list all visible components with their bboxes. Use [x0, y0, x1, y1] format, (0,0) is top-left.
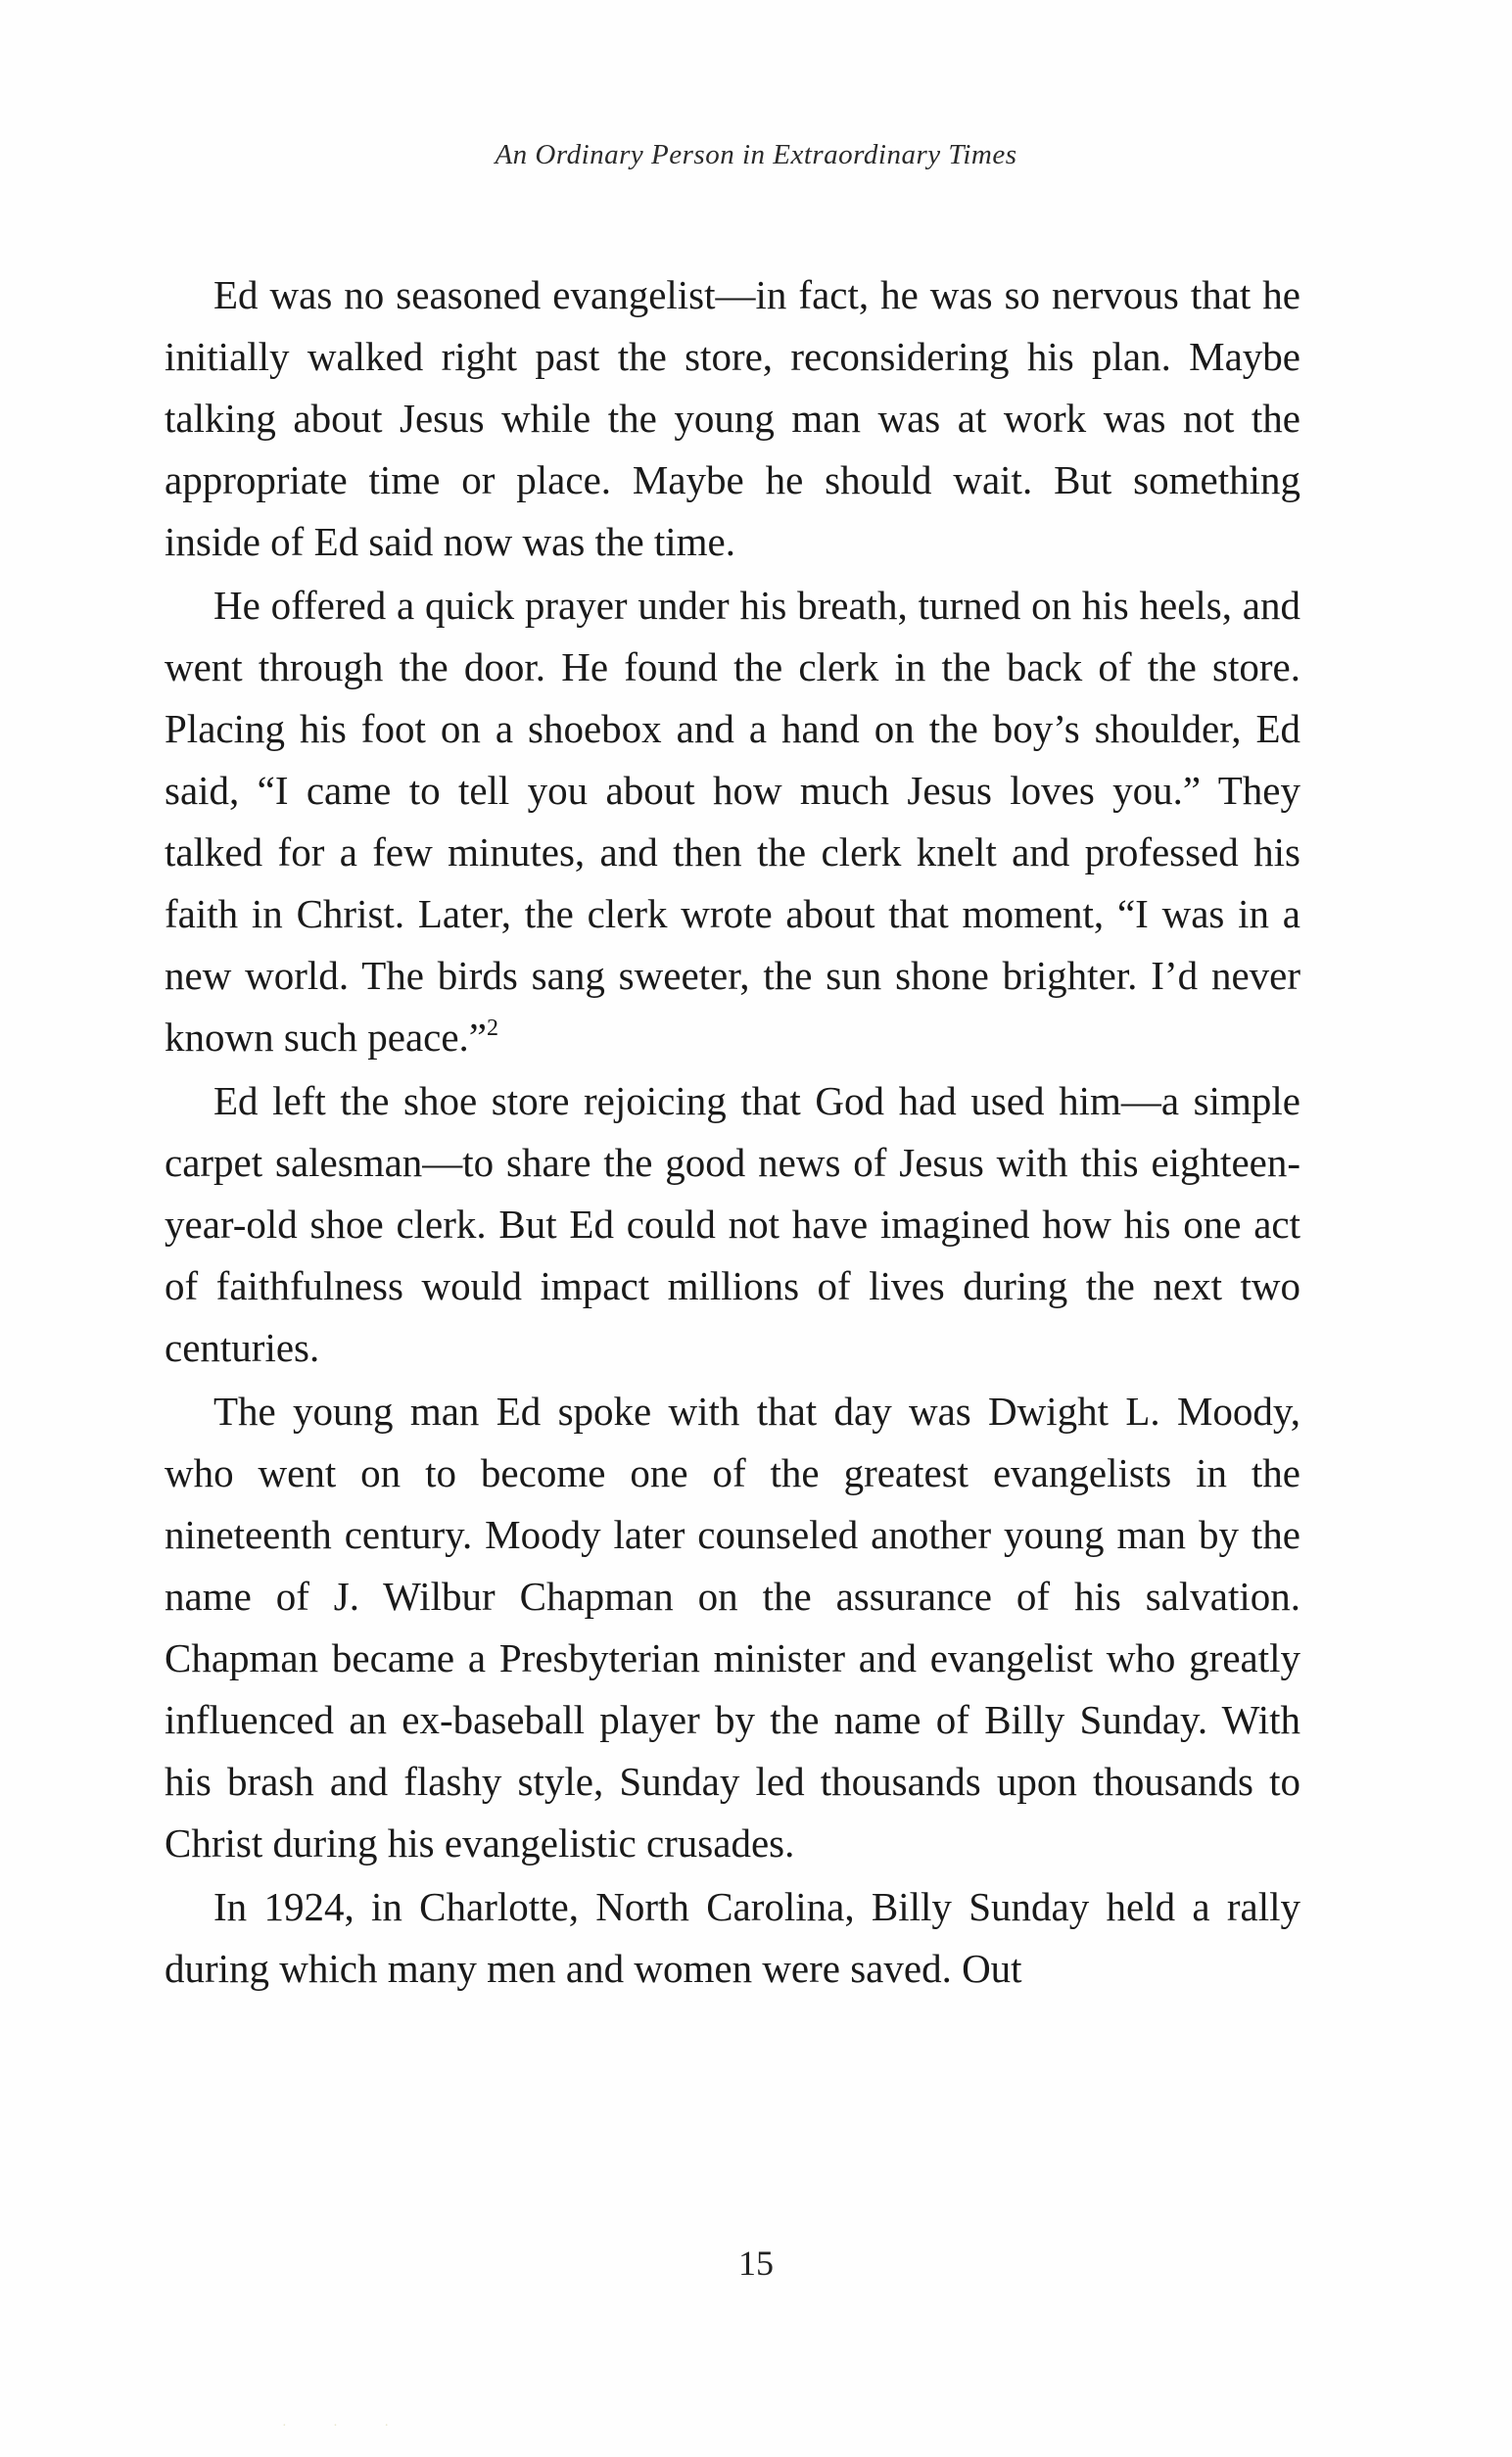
- running-header: An Ordinary Person in Extraordinary Times: [495, 139, 1017, 170]
- paragraph: [165, 575, 1300, 1068]
- scan-specks: · · ·: [282, 2419, 410, 2433]
- body-text: [165, 264, 1300, 2000]
- paragraph-text: He offered a quick prayer under his breath, turned on his heels, and went through the door. He found the clerk in the back of the store. Placing his foot on a shoebox and a hand on the boy’s shoulder, Ed said, “I came to tell you about how much Jesus loves you.” They talked for a few minutes, and then the clerk knelt and professed his faith in Christ. Later, the clerk wrote about that moment, “I was in a new world. The birds sang sweeter, the sun shone brighter. I’d never known such peace.”: [165, 583, 1300, 1060]
- page-number: 15: [738, 2244, 774, 2283]
- paragraph: Ed left the shoe store rejoicing that God had used him—a simple carpet salesman—to share the good news of Jesus with this eighteen-year-old shoe clerk. But Ed could not have imagined how his one act of faithfulness would impact millions of lives during the next two centuries.: [165, 1078, 1300, 1370]
- footnote-marker: 2: [487, 1016, 499, 1041]
- paragraph: The young man Ed spoke with that day was Dwight L. Moody, who went on to become one of the greatest evangelists in the nineteenth century. Moody later counseled another young man by the name of J. Wilbur Chapman on the assurance of his salvation. Chapman became a Presbyterian minister and evangelist who greatly influenced an ex-baseball player by the name of Billy Sunday. With his brash and flashy style, Sunday led thousands upon thousands to Christ during his evangelistic crusades.: [165, 1389, 1300, 1866]
- paragraph: Ed was no seasoned evangelist—in fact, he was so nervous that he initially walked right past the store, reconsidering his plan. Maybe talking about Jesus while the young man was at work was not the appropriate time or place. Maybe he should wait. But something inside of Ed said now was the time.: [165, 272, 1300, 564]
- paragraph: In 1924, in Charlotte, North Carolina, Billy Sunday held a rally during which many men and women were saved. Out: [165, 1884, 1300, 1991]
